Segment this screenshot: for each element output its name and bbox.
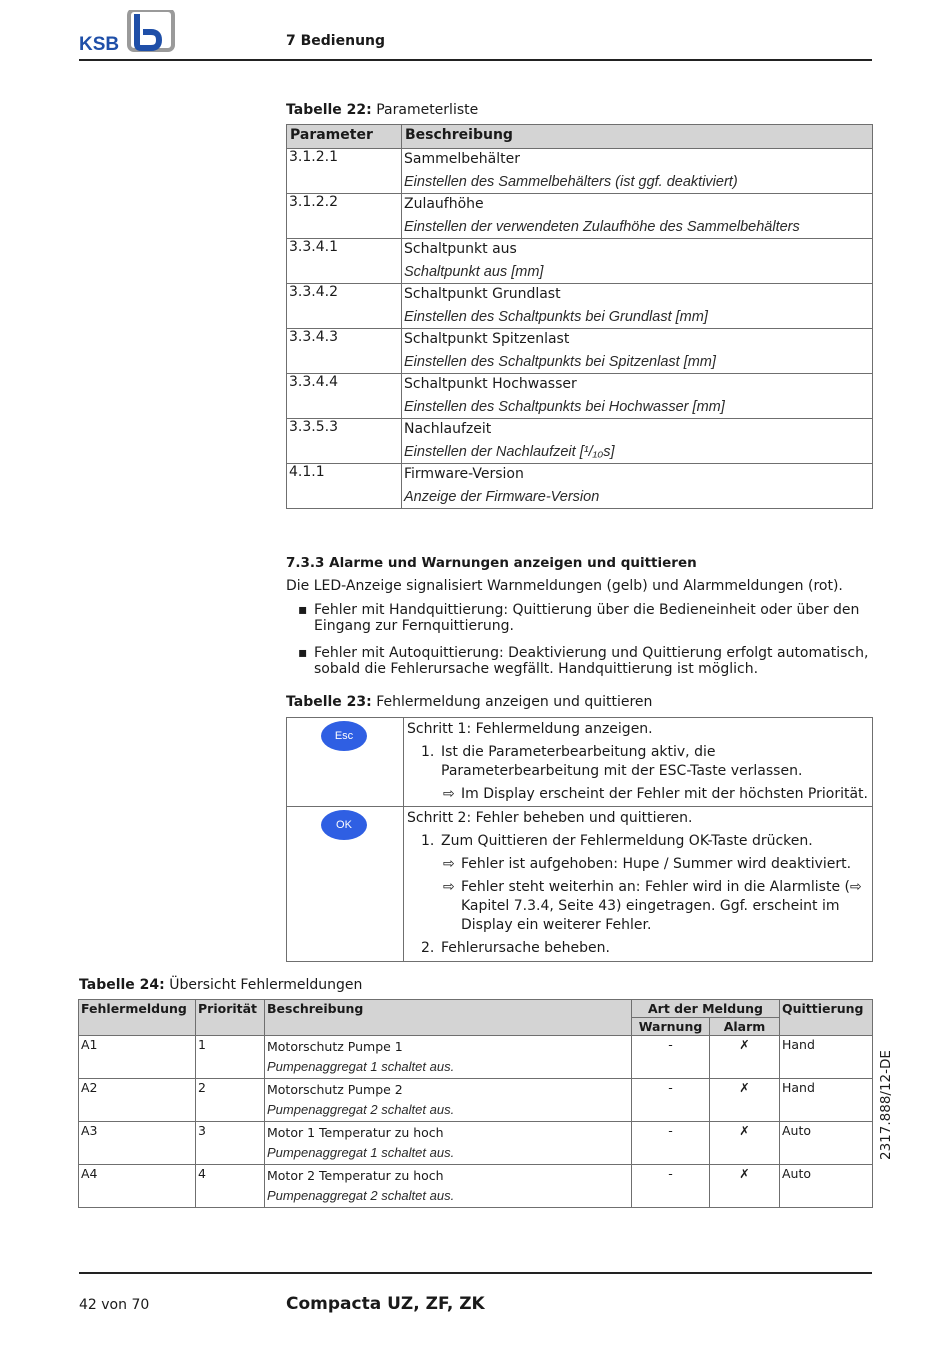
- ksb-logo: [79, 10, 175, 54]
- col-header-description: Beschreibung: [265, 1000, 632, 1036]
- parameter-table: [286, 124, 873, 509]
- parameter-description: Schaltpunkt aus [mm]: [402, 261, 873, 284]
- error-row: [79, 1036, 873, 1079]
- parameter-name: Schaltpunkt Spitzenlast: [402, 329, 873, 352]
- acknowledge-mode: Hand: [780, 1079, 873, 1122]
- error-code: A4: [79, 1165, 196, 1208]
- error-row: [79, 1122, 873, 1165]
- parameter-name: Sammelbehälter: [402, 149, 873, 172]
- parameter-description: Einstellen des Schaltpunkts bei Grundlast [mm]: [402, 306, 873, 329]
- parameter-description: Einstellen der verwendeten Zulaufhöhe des Sammelbehälters: [402, 216, 873, 239]
- step1-item-text: Ist die Parameterbearbeitung aktiv, die Parameterbearbeitung mit der ESC-Taste verlassen.: [441, 744, 803, 779]
- step2-title: Schritt 2: Fehler beheben und quittieren.: [407, 810, 693, 826]
- result-arrow-icon: ⇨: [443, 879, 455, 895]
- error-priority: 2: [196, 1079, 265, 1122]
- parameter-name: Schaltpunkt Hochwasser: [402, 374, 873, 397]
- parameter-table-body: [287, 149, 873, 509]
- parameter-row: [287, 419, 873, 442]
- alarm-flag: ✗: [710, 1079, 780, 1122]
- section-heading: 7.3.3 Alarme und Warnungen anzeigen und quittieren: [286, 555, 697, 571]
- page-number: 42 von 70: [79, 1297, 150, 1313]
- alarm-flag: ✗: [710, 1122, 780, 1165]
- col-header-warning: Warnung: [632, 1018, 710, 1036]
- parameter-id: 3.3.4.1: [287, 239, 402, 284]
- parameter-name: Nachlaufzeit: [402, 419, 873, 442]
- step1-title: Schritt 1: Fehlermeldung anzeigen.: [407, 721, 653, 737]
- step2-result: [407, 878, 869, 935]
- error-priority: 3: [196, 1122, 265, 1165]
- bullet-text: Fehler mit Handquittierung: Quittierung über die Bedieneinheit oder über den Eingang zur Fernquittierung.: [314, 602, 860, 634]
- header-rule: [79, 59, 872, 61]
- parameter-name: Zulaufhöhe: [402, 194, 873, 217]
- error-description: [265, 1036, 632, 1079]
- step1-item: [407, 743, 869, 781]
- col-header-message-type: Art der Meldung: [632, 1000, 780, 1018]
- error-code: A3: [79, 1122, 196, 1165]
- parameter-description: Anzeige der Firmware-Version: [402, 486, 873, 509]
- step2-result1-text: Fehler ist aufgehoben: Hupe / Summer wird deaktiviert.: [461, 856, 852, 872]
- step2-result2-text: Fehler steht weiterhin an: Fehler wird in die Alarmliste (⇨ Kapitel 7.3.4, Seite 43) eingetragen. Ggf. erscheint im Display ein weiterer Fehler.: [461, 879, 862, 933]
- parameter-row: [287, 149, 873, 172]
- parameter-id: 4.1.1: [287, 464, 402, 509]
- result-arrow-icon: ⇨: [443, 786, 455, 802]
- step2-result: [407, 855, 869, 874]
- error-code: A2: [79, 1079, 196, 1122]
- step2-item: [407, 939, 869, 958]
- logo-text: KSB: [79, 34, 120, 54]
- result-arrow-icon: ⇨: [443, 856, 455, 872]
- parameter-row: [287, 194, 873, 217]
- parameter-row: [287, 464, 873, 487]
- table22-caption: [286, 102, 478, 118]
- parameter-id: 3.3.5.3: [287, 419, 402, 464]
- error-description: [265, 1079, 632, 1122]
- acknowledge-mode: Hand: [780, 1036, 873, 1079]
- step2-item-text: Zum Quittieren der Fehlermeldung OK-Taste drücken.: [441, 833, 813, 849]
- error-effect: Pumpenaggregat 1 schaltet aus.: [267, 1059, 455, 1074]
- bullet-marker: ▪: [298, 645, 308, 661]
- parameter-name: Firmware-Version: [402, 464, 873, 487]
- esc-key-cell: [287, 718, 404, 807]
- ok-key-icon: OK: [321, 810, 367, 840]
- col-header-acknowledge: Quittierung: [780, 1000, 873, 1036]
- parameter-description: Einstellen des Schaltpunkts bei Spitzenlast [mm]: [402, 351, 873, 374]
- acknowledge-mode: Auto: [780, 1122, 873, 1165]
- error-priority: 1: [196, 1036, 265, 1079]
- table23-caption-label: Tabelle 23:: [286, 694, 372, 710]
- table24-caption-label: Tabelle 24:: [79, 977, 165, 993]
- parameter-description: Einstellen des Schaltpunkts bei Hochwasser [mm]: [402, 396, 873, 419]
- col-header-alarm: Alarm: [710, 1018, 780, 1036]
- step1-item-number: 1.: [421, 744, 435, 760]
- parameter-row: [287, 329, 873, 352]
- error-priority: 4: [196, 1165, 265, 1208]
- document-code: 2317.888/12-DE: [878, 1050, 894, 1160]
- esc-key-icon: Esc: [321, 721, 367, 751]
- parameter-name: Schaltpunkt Grundlast: [402, 284, 873, 307]
- error-name: Motor 1 Temperatur zu hoch: [267, 1125, 444, 1140]
- section-intro: Die LED-Anzeige signalisiert Warnmeldungen (gelb) und Alarmmeldungen (rot).: [286, 578, 843, 594]
- error-effect: Pumpenaggregat 2 schaltet aus.: [267, 1188, 455, 1203]
- table22-caption-text: Parameterliste: [376, 102, 479, 118]
- parameter-row: [287, 374, 873, 397]
- error-name: Motor 2 Temperatur zu hoch: [267, 1168, 444, 1183]
- error-effect: Pumpenaggregat 2 schaltet aus.: [267, 1102, 455, 1117]
- bullet-item: [298, 602, 874, 634]
- step1-result-text: Im Display erscheint der Fehler mit der höchsten Priorität.: [461, 786, 868, 802]
- error-row: [79, 1079, 873, 1122]
- error-name: Motorschutz Pumpe 2: [267, 1082, 403, 1097]
- step1-result: [407, 785, 869, 804]
- alarm-flag: ✗: [710, 1165, 780, 1208]
- error-effect: Pumpenaggregat 1 schaltet aus.: [267, 1145, 455, 1160]
- parameter-description: Einstellen des Sammelbehälters (ist ggf. deaktiviert): [402, 171, 873, 194]
- error-row: [79, 1165, 873, 1208]
- parameter-description: Einstellen der Nachlaufzeit [¹/₁₀s]: [402, 441, 873, 464]
- col-header-description: Beschreibung: [402, 125, 873, 149]
- parameter-id: 3.3.4.2: [287, 284, 402, 329]
- warning-flag: -: [632, 1122, 710, 1165]
- error-name: Motorschutz Pumpe 1: [267, 1039, 403, 1054]
- warning-flag: -: [632, 1036, 710, 1079]
- col-header-error: Fehlermeldung: [79, 1000, 196, 1036]
- error-table-body: [79, 1036, 873, 1208]
- warning-flag: -: [632, 1079, 710, 1122]
- table24-caption-text: Übersicht Fehlermeldungen: [169, 977, 363, 993]
- acknowledge-mode: Auto: [780, 1165, 873, 1208]
- footer-rule: [79, 1272, 872, 1274]
- bullet-item: [298, 645, 874, 677]
- table24-caption: [79, 977, 362, 993]
- error-code: A1: [79, 1036, 196, 1079]
- parameter-id: 3.1.2.1: [287, 149, 402, 194]
- ok-key-cell: [287, 807, 404, 962]
- parameter-row: [287, 239, 873, 262]
- step2-cell: [404, 807, 873, 962]
- parameter-id: 3.3.4.3: [287, 329, 402, 374]
- col-header-priority: Priorität: [196, 1000, 265, 1036]
- error-description: [265, 1165, 632, 1208]
- table22-caption-label: Tabelle 22:: [286, 102, 372, 118]
- product-name: Compacta UZ, ZF, ZK: [286, 1294, 485, 1314]
- step2-item-number: 1.: [421, 833, 435, 849]
- steps-table: [286, 717, 873, 962]
- parameter-id: 3.3.4.4: [287, 374, 402, 419]
- error-overview-table: [78, 999, 873, 1208]
- table23-caption-text: Fehlermeldung anzeigen und quittieren: [376, 694, 653, 710]
- table23-caption: [286, 694, 652, 710]
- bullet-marker: ▪: [298, 602, 308, 618]
- error-description: [265, 1122, 632, 1165]
- step1-cell: [404, 718, 873, 807]
- parameter-row: [287, 284, 873, 307]
- parameter-name: Schaltpunkt aus: [402, 239, 873, 262]
- step2-item2-text: Fehlerursache beheben.: [441, 940, 610, 956]
- warning-flag: -: [632, 1165, 710, 1208]
- col-header-parameter: Parameter: [287, 125, 402, 149]
- bullet-text: Fehler mit Autoquittierung: Deaktivierung und Quittierung erfolgt automatisch, sobald die Fehlerursache wegfällt. Handquittierung ist möglich.: [314, 645, 869, 677]
- alarm-flag: ✗: [710, 1036, 780, 1079]
- step2-item: [407, 832, 869, 851]
- step2-item2-number: 2.: [421, 940, 435, 956]
- chapter-title: 7 Bedienung: [286, 33, 386, 49]
- parameter-id: 3.1.2.2: [287, 194, 402, 239]
